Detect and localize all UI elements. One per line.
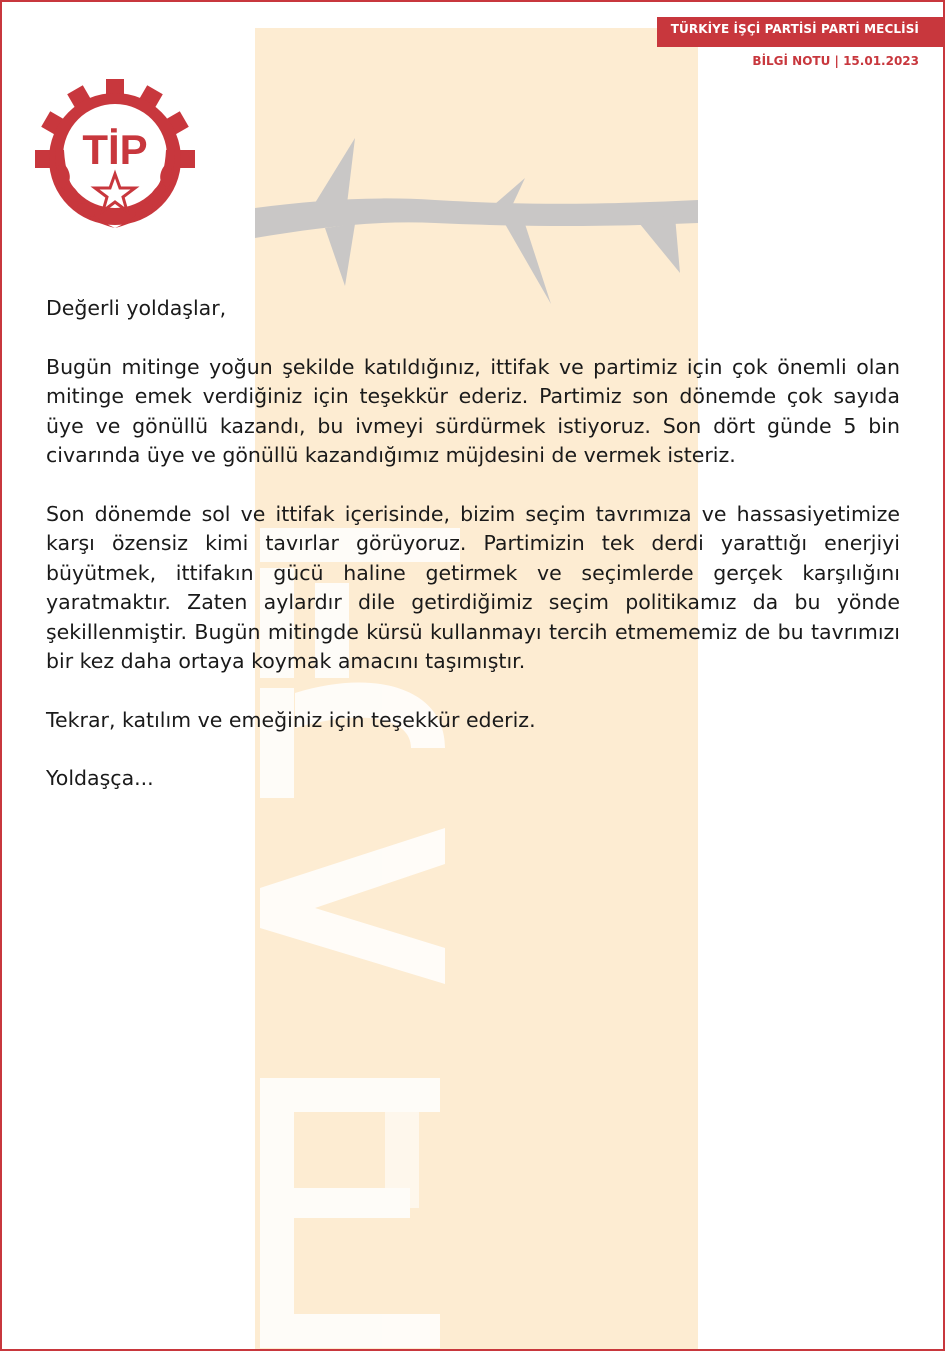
paragraph-3: Tekrar, katılım ve emeğiniz için teşekkür ederiz.	[46, 707, 536, 732]
header-title: TÜRKİYE İŞÇİ PARTİSİ PARTİ MECLİSİ	[670, 22, 919, 36]
letter-body	[46, 294, 900, 823]
closing: Yoldaşça...	[46, 766, 154, 790]
gear-wheat-star-emblem-icon	[34, 78, 196, 240]
header-subtitle: BİLGİ NOTU | 15.01.2023	[752, 54, 919, 68]
paragraph-1: Bugün mitinge yoğun şekilde katıldığınız, ittifak ve partimiz için çok önemli olan mitinge emek verdiğiniz için teşekkür ederiz. Partimiz son dönemde çok sayıda üye ve gönüllü kazandı, bu ivmeyi sürdürmek istiyoruz. Son dört günde 5 bin civarında üye ve gönüllü kazandığımız müjdesini de vermek isteriz.	[46, 354, 900, 467]
thorn-branch-icon	[255, 138, 698, 304]
tip-logo	[34, 78, 196, 240]
logo-text: TİP	[82, 126, 148, 173]
paragraph-2: Son dönemde sol ve ittifak içerisinde, bizim seçim tavrımıza ve hassasiyetimize karşı özensiz kimi tavırlar görüyoruz. Partimizin tek derdi yarattığı enerjiyi büyütmek, ittifakın gücü haline getirmek ve seçimlerde gerçek karşılığını yaratmaktır. Zaten aylardır dile getirdiğimiz seçim politikamız da bu yönde şekillenmiştir. Bugün mitingde kürsü kullanmayı tercih etmememiz de bu tavrımızı bir kez daha ortaya koymak amacını taşımıştır.	[46, 501, 900, 673]
greeting: Değerli yoldaşlar,	[46, 296, 227, 320]
